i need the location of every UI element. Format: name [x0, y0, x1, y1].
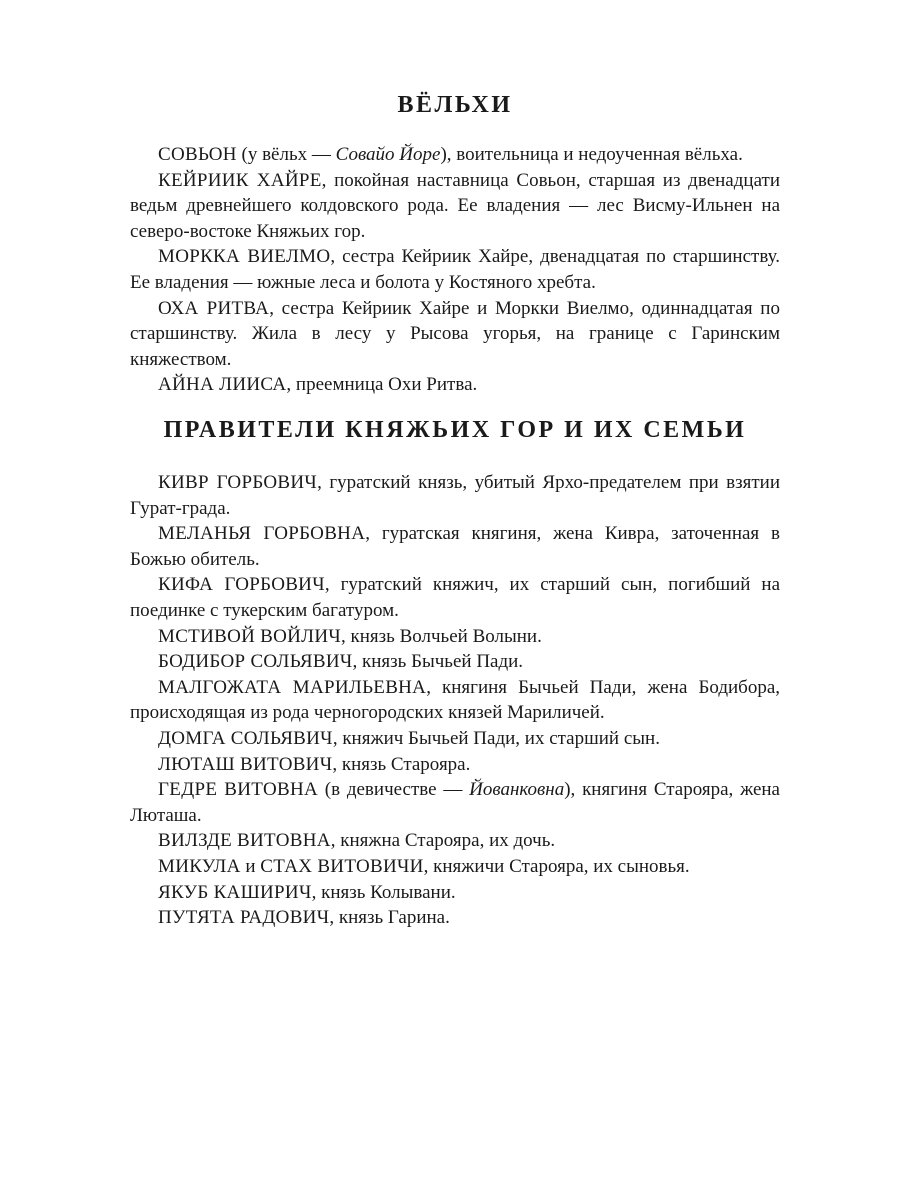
character-description: , княгиня Бычьей Пади, жена Бодибора, происходящая из рода черногородских князей Мариличей. [130, 676, 781, 724]
character-name: МОРККА ВИЕЛМО [158, 246, 331, 268]
character-name: ГЕДРЕ ВИТОВНА [158, 779, 318, 801]
character-name: МЕЛАНЬЯ ГОРБОВНА [158, 523, 366, 545]
character-description: , покойная наставница Совьон, старшая из двенадцати ведьм древнейшего колдовского рода. Ее владения — лес Висму-Ильнен на северо-востоке Княжьих гор. [130, 169, 780, 242]
character-name: БОДИБОР СОЛЬЯВИЧ [158, 651, 353, 673]
character-name: ДОМГА СОЛЬЯВИЧ [158, 727, 333, 749]
character-description: , сестра Кейриик Хайре и Моркки Виелмо, одиннадцатая по старшинству. Жила в лесу у Рысова угорья, на границе с Гаринским княжеством. [130, 297, 780, 370]
character-description: , князь Колывани. [311, 881, 456, 903]
character-description: , князь Гарина. [329, 907, 450, 929]
character-description: , княжна Старояра, их дочь. [330, 830, 556, 852]
character-description: , князь Старояра. [332, 753, 471, 775]
character-entry [130, 296, 780, 373]
character-entry [130, 675, 780, 726]
character-name: МИКУЛА [158, 855, 241, 877]
section-title-rulers: ПРАВИТЕЛИ КНЯЖЬИХ ГОР И ИХ СЕМЬИ [163, 417, 747, 443]
character-list-rulers [130, 470, 780, 931]
character-entry [130, 828, 780, 854]
character-entry [130, 168, 780, 245]
character-name: ЛЮТАШ ВИТОВИЧ [158, 753, 333, 775]
character-name: ЯКУБ КАШИРИЧ [158, 881, 312, 903]
character-entry [130, 649, 780, 675]
character-entry [130, 372, 780, 398]
character-entry [130, 572, 780, 623]
character-description: , княжич Бычьей Пади, их старший сын. [332, 727, 660, 749]
character-entry [130, 521, 780, 572]
character-entry [130, 470, 780, 521]
character-entry [130, 726, 780, 752]
character-name: СТАХ ВИТОВИЧИ [260, 855, 424, 877]
maiden-name: Йованковна [469, 779, 565, 801]
character-description: , гуратский княжич, их старший сын, погибший на поединке с тукерским багатуром. [130, 574, 780, 621]
character-name: МАЛГОЖАТА МАРИЛЬЕВНА [158, 676, 427, 698]
character-entry [130, 905, 780, 931]
section-title-velkhi: ВЁЛЬХИ [397, 92, 513, 118]
character-description: , князь Бычьей Пади. [352, 651, 524, 673]
character-name: КИФА ГОРБОВИЧ [158, 574, 325, 596]
character-list-velkhi [130, 142, 780, 398]
character-name: ПУТЯТА РАДОВИЧ [158, 907, 330, 929]
character-name: КЕЙРИИК ХАЙРЕ [158, 169, 322, 191]
character-description: , преемница Охи Ритва. [286, 374, 478, 396]
character-name: ОХА РИТВА [158, 297, 270, 319]
character-entry [130, 880, 780, 906]
character-description: , гуратская княгиня, жена Кивра, заточенная в Божью обитель. [130, 523, 780, 570]
alt-name: Совайо Йоре [335, 144, 441, 165]
character-description: , князь Волчьей Волыни. [341, 625, 542, 647]
character-name: МСТИВОЙ ВОЙЛИЧ [158, 625, 342, 647]
character-name: СОВЬОН [158, 144, 237, 165]
character-entry: ГЕДРЕ ВИТОВНА (в девичестве — Йованковна), княгиня Старояра, жена Люташа. [130, 779, 780, 826]
character-name: АЙНА ЛИИСА [158, 374, 287, 396]
character-entry: СОВЬОН (у вёльх — Совайо Йоре), воительница и недоученная вёльха. [158, 144, 743, 165]
character-name: КИВР ГОРБОВИЧ [158, 472, 318, 493]
character-entry [130, 752, 780, 778]
character-description: , гуратский князь, убитый Ярхо-предателем при взятии Гурат-града. [130, 472, 781, 519]
character-entry [130, 624, 780, 650]
character-entry: МИКУЛА и СТАХ ВИТОВИЧИ, княжичи Старояра, их сыновья. [158, 855, 690, 877]
character-description: , сестра Кейриик Хайре, двенадцатая по старшинству. Ее владения — южные леса и болота у Костяного хребта. [130, 246, 780, 293]
character-name: ВИЛЗДЕ ВИТОВНА [158, 830, 331, 852]
character-entry [130, 244, 780, 295]
character-description: , княжичи Старояра, их сыновья. [423, 855, 690, 877]
